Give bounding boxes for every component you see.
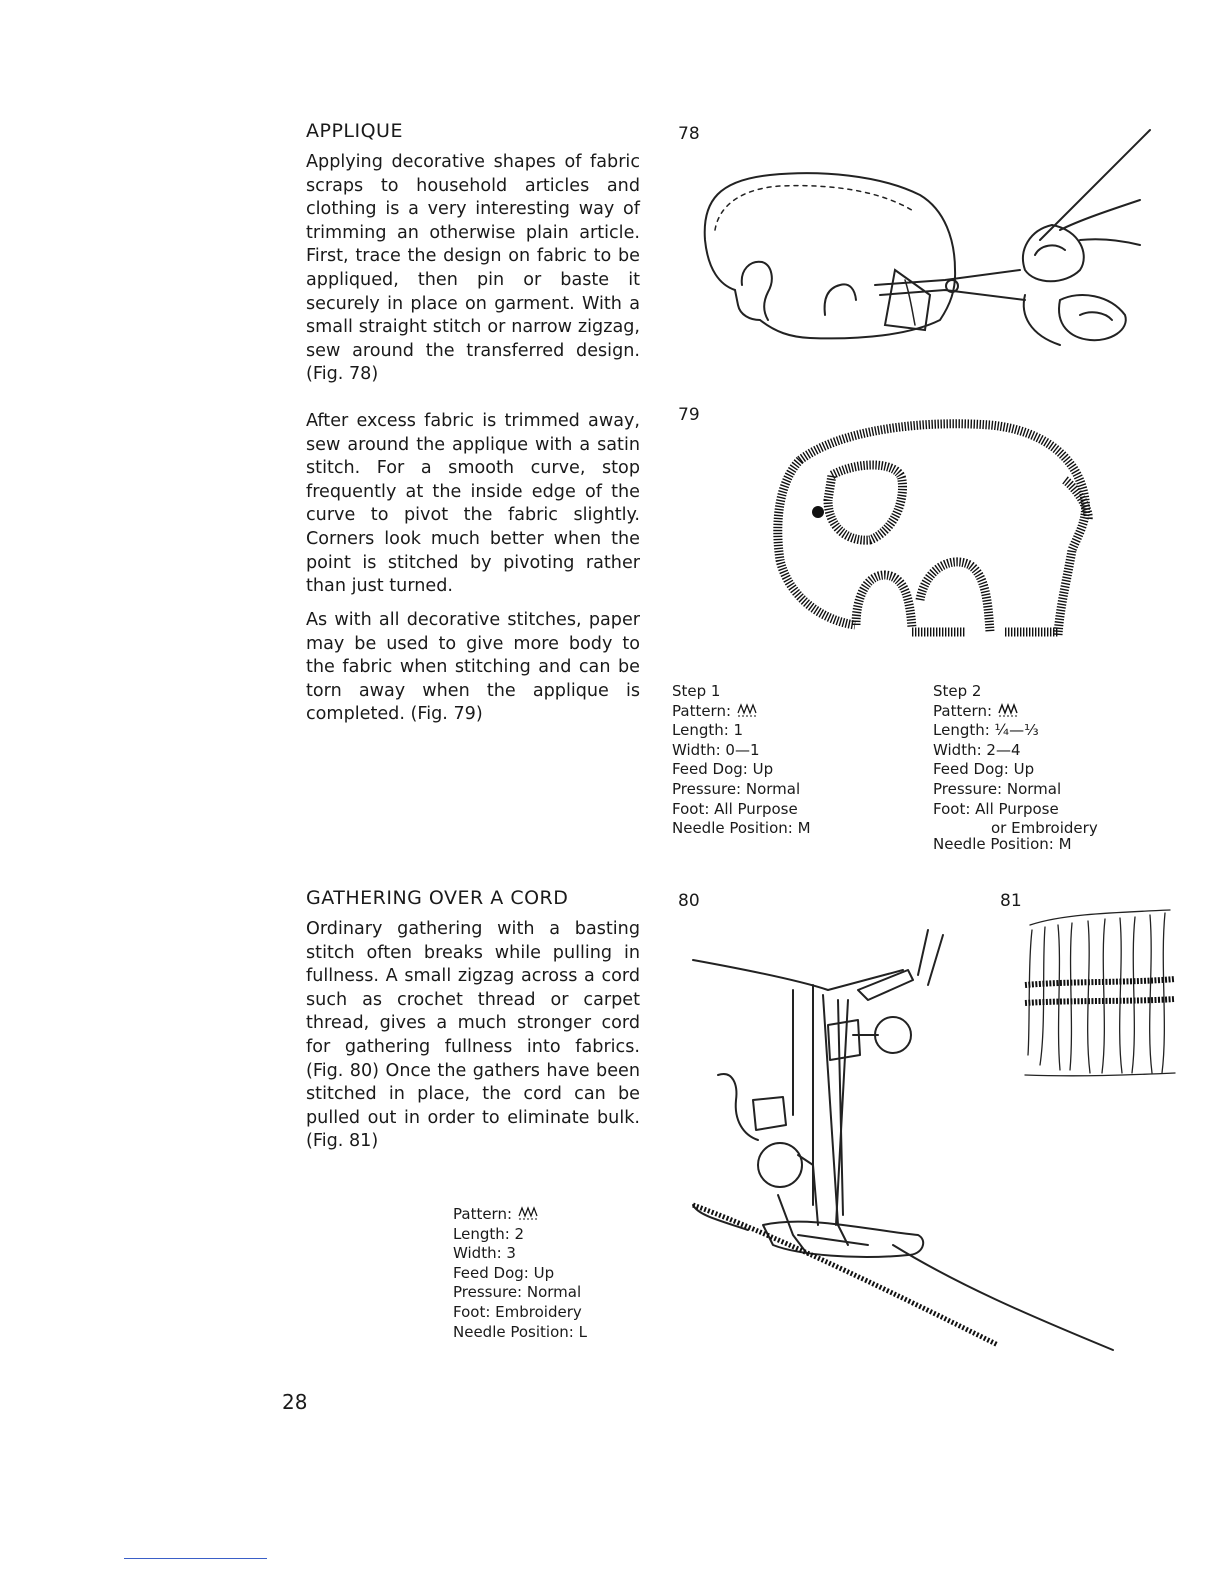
zigzag-stitch-icon xyxy=(517,1206,543,1220)
figure-81-gathered-fabric xyxy=(1020,905,1180,1085)
applique-paragraph-2: After excess fabric is trimmed away, sew around the applique with a satin stitch. For a smooth curve, stop frequently at the inside edge of the curve to pivot the fabric slightly. Corners look much better when the point is stitched by pivoting rather than just turned. xyxy=(306,411,640,597)
zigzag-stitch-icon xyxy=(997,703,1023,717)
step-2-settings xyxy=(933,682,1098,854)
zigzag-stitch-icon xyxy=(736,703,762,717)
gathering-heading: GATHERING OVER A CORD xyxy=(306,887,569,909)
figure-80-number: 80 xyxy=(678,891,700,911)
gathering-needle-position: Needle Position: L xyxy=(453,1322,587,1341)
gathering-length: Length: 2 xyxy=(453,1224,525,1243)
figure-79-satin-stitch-elephant xyxy=(760,400,1100,640)
gathering-pattern: Pattern: xyxy=(453,1205,587,1225)
step-1-length: Length: 1 xyxy=(672,721,744,740)
applique-paragraph-1: Applying decorative shapes of fabric scraps to household articles and clothing is a very interesting way of trimming an otherwise plain article. First, trace the design on fabric to be appliqued, then pin or baste it securely in place on garment. With a small straight stitch or narrow zigzag, sew around the transferred design. (Fig. 78) xyxy=(306,152,640,385)
figure-79-number: 79 xyxy=(678,405,700,425)
step-1-width: Width: 0—1 xyxy=(672,740,760,759)
step-2-length: Length: ¼—⅓ xyxy=(933,721,1039,740)
gathering-foot: Foot: Embroidery xyxy=(453,1302,582,1321)
step-2-title: Step 2 xyxy=(933,682,982,700)
step-2-needle-position: Needle Position: M xyxy=(933,834,1072,853)
step-2-foot-alternate: or Embroidery xyxy=(991,819,1098,838)
page-number: 28 xyxy=(282,1390,308,1414)
gathering-settings xyxy=(453,1205,587,1342)
figure-78-scissors-cutting-illustration xyxy=(680,120,1150,370)
step-1-settings xyxy=(672,682,811,839)
gathering-width: Width: 3 xyxy=(453,1244,516,1263)
step-2-pressure: Pressure: Normal xyxy=(933,779,1062,798)
applique-heading: APPLIQUE xyxy=(306,120,403,142)
step-1-title: Step 1 xyxy=(672,682,721,700)
step-2-width: Width: 2—4 xyxy=(933,740,1021,759)
gathering-feed-dog: Feed Dog: Up xyxy=(453,1263,555,1282)
step-1-foot: Foot: All Purpose xyxy=(672,799,798,818)
step-1-pressure: Pressure: Normal xyxy=(672,779,801,798)
footer-rule xyxy=(124,1558,267,1559)
figure-81-number: 81 xyxy=(1000,891,1022,911)
step-2-pattern: Pattern: xyxy=(933,702,1098,722)
figure-78-number: 78 xyxy=(678,124,700,144)
step-2-foot: Foot: All Purpose xyxy=(933,799,1059,818)
step-1-feed-dog: Feed Dog: Up xyxy=(672,760,774,779)
applique-paragraph-3: As with all decorative stitches, paper may be used to give more body to the fabric when stitching and can be torn away when the applique is completed. (Fig. 79) xyxy=(306,610,640,725)
step-2-feed-dog: Feed Dog: Up xyxy=(933,760,1035,779)
step-1-needle-position: Needle Position: M xyxy=(672,819,811,838)
step-1-pattern: Pattern: xyxy=(672,702,811,722)
gathering-pressure: Pressure: Normal xyxy=(453,1283,582,1302)
gathering-paragraph: Ordinary gathering with a basting stitch often breaks while pulling in fullness. A small zigzag across a cord such as crochet thread or carpet thread, gives a much stronger cord for gathering fullness into fabrics. (Fig. 80) Once the gathers have been stitched in place, the cord can be pulled out in order to eliminate bulk. (Fig. 81) xyxy=(306,919,640,1152)
